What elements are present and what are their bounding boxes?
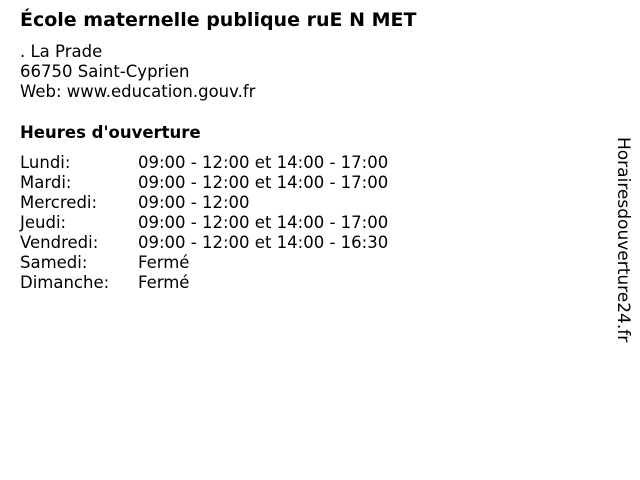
day-hours: 09:00 - 12:00 et 14:00 - 17:00 <box>138 153 389 172</box>
address-city: 66750 Saint-Cyprien <box>20 62 190 81</box>
page-title: École maternelle publique ruE N MET <box>20 9 417 31</box>
hours-row-jeudi <box>20 213 388 233</box>
day-label: Jeudi: <box>20 213 67 232</box>
day-label: Lundi: <box>20 153 71 172</box>
site-watermark: Horairesdouverture24.fr <box>613 137 633 343</box>
day-hours: Fermé <box>138 253 190 272</box>
day-label: Vendredi: <box>20 233 99 252</box>
hours-row-samedi <box>20 253 388 273</box>
day-label: Samedi: <box>20 253 88 272</box>
day-hours: 09:00 - 12:00 <box>138 193 250 212</box>
day-label: Mardi: <box>20 173 72 192</box>
address-street: . La Prade <box>20 42 103 61</box>
hours-row-vendredi <box>20 233 388 253</box>
hours-row-dimanche <box>20 273 388 293</box>
hours-row-mercredi <box>20 193 388 213</box>
hours-row-lundi <box>20 153 388 173</box>
address-web: Web: www.education.gouv.fr <box>20 82 256 101</box>
day-hours: 09:00 - 12:00 et 14:00 - 16:30 <box>138 233 389 252</box>
hours-row-mardi <box>20 173 388 193</box>
day-hours: 09:00 - 12:00 et 14:00 - 17:00 <box>138 173 389 192</box>
address-block <box>20 42 255 102</box>
hours-heading: Heures d'ouverture <box>20 123 201 142</box>
hours-table <box>20 153 388 293</box>
day-hours: 09:00 - 12:00 et 14:00 - 17:00 <box>138 213 389 232</box>
day-hours: Fermé <box>138 273 190 292</box>
day-label: Mercredi: <box>20 193 98 212</box>
day-label: Dimanche: <box>20 273 110 292</box>
